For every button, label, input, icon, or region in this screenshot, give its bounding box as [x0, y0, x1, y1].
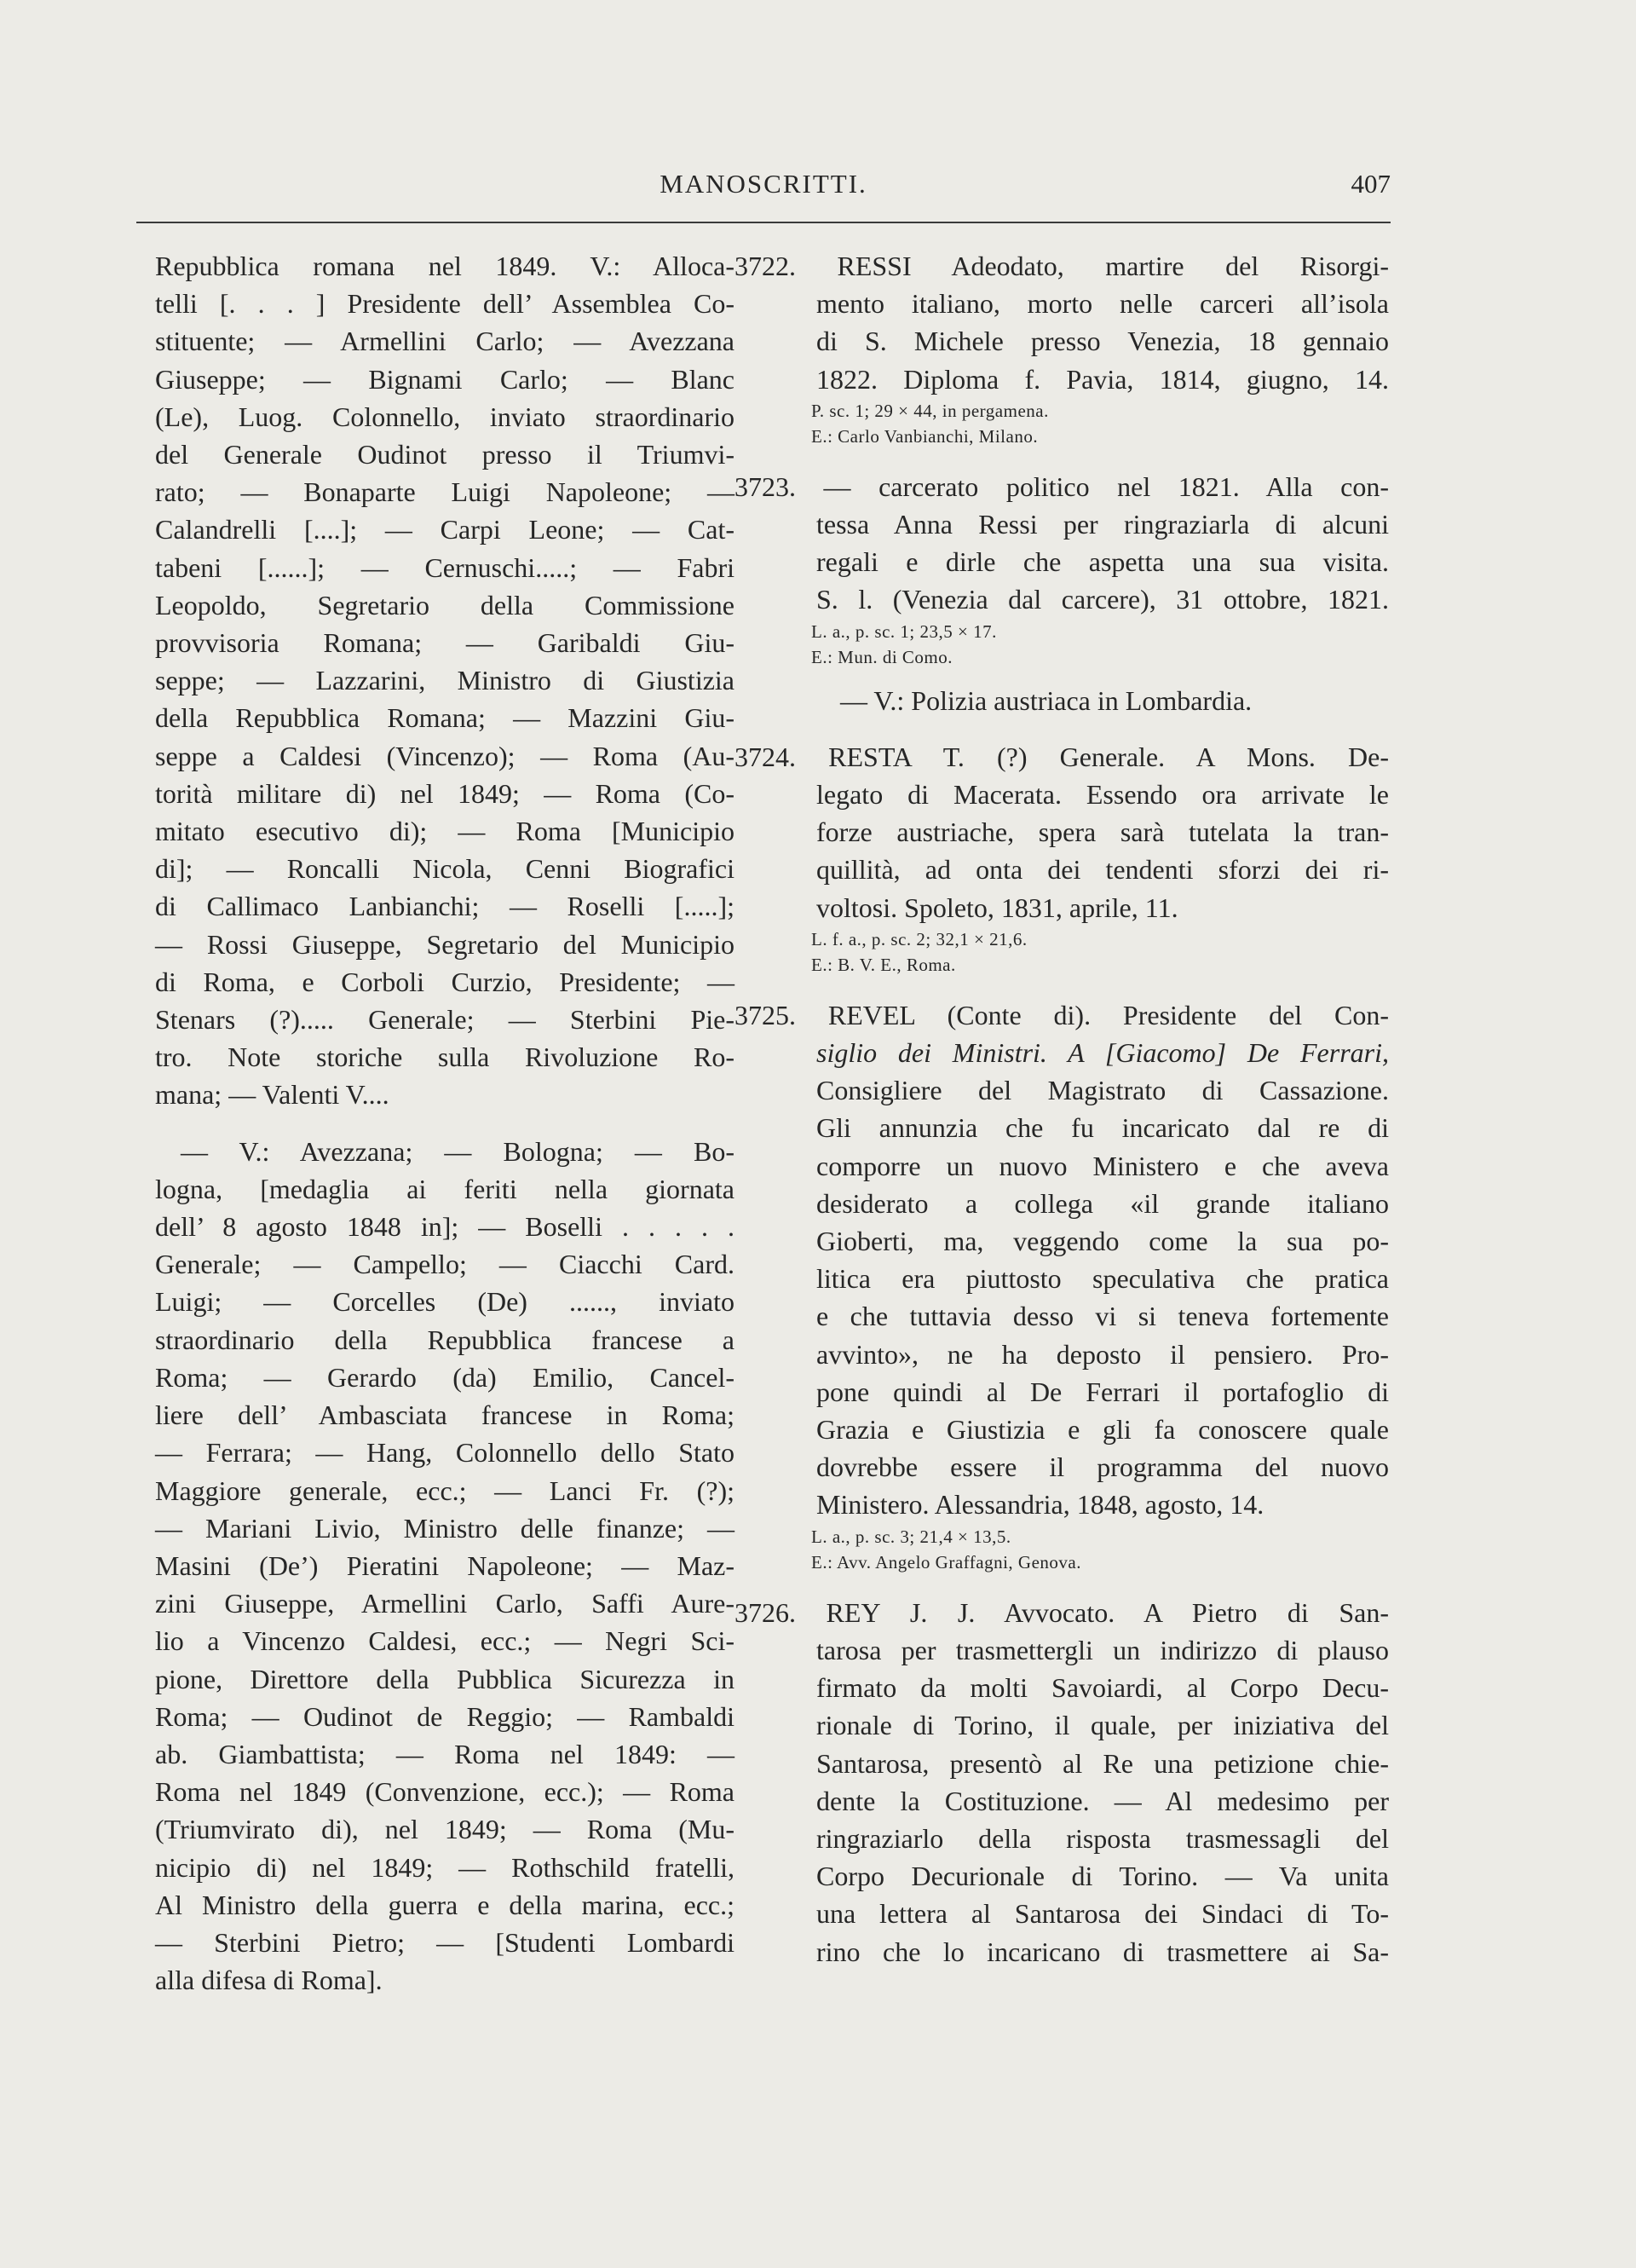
- text-line: Leopoldo, Segretario della Commissione: [155, 589, 734, 620]
- spacer: [155, 1114, 734, 1133]
- text-line: telli [. . . ] Presidente dell’ Assemblea Co-: [155, 288, 734, 320]
- text-line: 3722. RESSI Adeodato, martire del Risorgi-: [734, 251, 1389, 281]
- text-line: del Generale Oudinot presso il Triumvi-: [155, 439, 734, 470]
- text-line: voltosi. Spoleto, 1831, aprile, 11.: [816, 892, 1178, 923]
- text-line: forze austriache, spera sarà tutelata la tran-: [816, 817, 1389, 848]
- text-line: — Rossi Giuseppe, Segretario del Municipio: [155, 928, 734, 960]
- text-line: liere dell’ Ambasciata francese in Roma;: [155, 1399, 734, 1431]
- spacer: [734, 719, 1389, 738]
- text-line: litica era piuttosto speculativa che pratica: [816, 1263, 1389, 1295]
- text-line: — Ferrara; — Hang, Colonnello dello Stato: [155, 1437, 734, 1469]
- text-line: — Sterbini Pietro; — [Studenti Lombardi: [155, 1926, 734, 1958]
- text-line: dovrebbe essere il programma del nuovo: [816, 1451, 1389, 1483]
- text-line: (Le), Luog. Colonnello, inviato straordinario: [155, 401, 734, 432]
- see-also-block: [155, 1133, 734, 1170]
- text-line: Roma nel 1849 (Convenzione, ecc.); — Roma: [155, 1776, 734, 1808]
- format-note: L. f. a., p. sc. 2; 32,1 × 21,6.: [811, 928, 1028, 949]
- text-line: (Triumvirato di), nel 1849; — Roma (Mu-: [155, 1814, 734, 1845]
- text-line: Grazia e Giustizia e gli fa conoscere quale: [816, 1414, 1389, 1446]
- catalog-entry-3724: [734, 738, 1389, 978]
- text-line: — V.: Avezzana; — Bologna; — Bo-: [181, 1135, 734, 1167]
- entry-metadata: [734, 1524, 1389, 1575]
- text-line: pone quindi al De Ferrari il portafoglio di: [816, 1376, 1389, 1407]
- text-line: alla difesa di Roma].: [155, 1965, 383, 1996]
- spacer: [734, 1575, 1389, 1594]
- text-line: regali e dirle che aspetta una sua visita.: [816, 546, 1389, 578]
- text-line: seppe a Caldesi (Vincenzo); — Roma (Au-: [155, 740, 734, 771]
- text-line: Santarosa, presentò al Re una petizione chie-: [816, 1747, 1389, 1779]
- text-line: S. l. (Venezia dal carcere), 31 ottobre, 1821.: [816, 584, 1389, 615]
- format-note: L. a., p. sc. 3; 21,4 × 13,5.: [811, 1526, 1011, 1547]
- owner-note: E.: Mun. di Como.: [811, 646, 953, 667]
- text-line: — Mariani Livio, Ministro delle finanze; —: [155, 1512, 734, 1544]
- text-line: tarosa per trasmettergli un indirizzo di plauso: [816, 1634, 1389, 1665]
- see-also-line: — V.: Polizia austriaca in Lombardia.: [840, 684, 1253, 716]
- page-header: [136, 169, 1391, 211]
- see-also-continuation: [155, 1170, 734, 1999]
- text-line: mitato esecutivo di); — Roma [Municipio: [155, 816, 734, 847]
- continued-entry: [155, 247, 734, 1114]
- owner-note: E.: Carlo Vanbianchi, Milano.: [811, 425, 1039, 447]
- text-line: Roma; — Oudinot de Reggio; — Rambaldi: [155, 1700, 734, 1732]
- text-line: lio a Vincenzo Caldesi, ecc.; — Negri Sci-: [155, 1625, 734, 1657]
- text-line: Consigliere del Magistrato di Cassazione.: [816, 1075, 1389, 1106]
- text-line: rino che lo incaricano di trasmettere ai Sa-: [816, 1936, 1389, 1967]
- text-line: Generale; — Campello; — Ciacchi Card.: [155, 1249, 734, 1280]
- text-line: dell’ 8 agosto 1848 in]; — Boselli . . . . .: [155, 1211, 734, 1243]
- text-line: nicipio di) nel 1849; — Rothschild fratelli,: [155, 1851, 734, 1883]
- text-line: 3724. RESTA T. (?) Generale. A Mons. De-: [734, 741, 1389, 772]
- text-line: Calandrelli [....]; — Carpi Leone; — Cat-: [155, 514, 734, 545]
- text-line: siglio dei Ministri. A [Giacomo] De Ferrari,: [816, 1037, 1389, 1069]
- text-line: della Repubblica Romana; — Mazzini Giu-: [155, 702, 734, 734]
- spacer: [734, 449, 1389, 468]
- text-line: straordinario della Repubblica francese a: [155, 1324, 734, 1355]
- text-line: una lettera al Santarosa dei Sindaci di To-: [816, 1898, 1389, 1930]
- text-line: Repubblica romana nel 1849. V.: Alloca-: [155, 251, 734, 281]
- text-line: rato; — Bonaparte Luigi Napoleone; —: [155, 476, 734, 508]
- text-line: 3725. REVEL (Conte di). Presidente del Con-: [734, 999, 1389, 1030]
- text-line: di]; — Roncalli Nicola, Cenni Biografici: [155, 853, 734, 885]
- text-line: torità militare di) nel 1849; — Roma (Co-: [155, 777, 734, 809]
- text-line: tabeni [......]; — Cernuschi.....; — Fabri: [155, 551, 734, 583]
- text-line: seppe; — Lazzarini, Ministro di Giustizia: [155, 665, 734, 696]
- text-line: 3726. REY J. J. Avvocato. A Pietro di San-: [734, 1596, 1389, 1628]
- text-line: mana; — Valenti V....: [155, 1079, 389, 1111]
- format-note: L. a., p. sc. 1; 23,5 × 17.: [811, 620, 997, 642]
- text-line: tro. Note storiche sulla Rivoluzione Ro-: [155, 1042, 734, 1073]
- text-line: comporre un nuovo Ministero e che aveva: [816, 1150, 1389, 1181]
- running-title: MANOSCRITTI.: [660, 169, 867, 199]
- catalog-entry-3723: [734, 468, 1389, 719]
- spacer: [734, 670, 1389, 682]
- text-line: Luigi; — Corcelles (De) ......, inviato: [155, 1286, 734, 1318]
- entry-metadata: [734, 926, 1389, 978]
- text-line: stituente; — Armellini Carlo; — Avezzana: [155, 326, 734, 357]
- spacer: [734, 978, 1389, 996]
- entry-metadata: [734, 619, 1389, 670]
- text-line: Gli annunzia che fu incaricato dal re di: [816, 1112, 1389, 1144]
- text-line: Stenars (?)..... Generale; — Sterbini Pie-: [155, 1004, 734, 1036]
- text-line: Masini (De’) Pieratini Napoleone; — Maz-: [155, 1550, 734, 1581]
- text-line: quillità, ad onta dei tendenti sforzi dei ri-: [816, 854, 1389, 886]
- owner-note: E.: Avv. Angelo Graffagni, Genova.: [811, 1551, 1081, 1573]
- catalog-entry-3726: [734, 1594, 1389, 1971]
- owner-note: E.: B. V. E., Roma.: [811, 954, 956, 975]
- text-line: Gioberti, ma, veggendo come la sua po-: [816, 1226, 1389, 1257]
- right-column: [734, 247, 1389, 1971]
- catalog-entry-3725: [734, 996, 1389, 1575]
- text-line: dente la Costituzione. — Al medesimo per: [816, 1785, 1389, 1816]
- left-column: [155, 247, 734, 1999]
- text-line: Giuseppe; — Bignami Carlo; — Blanc: [155, 363, 734, 395]
- text-line: di S. Michele presso Venezia, 18 gennaio: [816, 326, 1389, 357]
- text-line: provvisoria Romana; — Garibaldi Giu-: [155, 627, 734, 659]
- text-line: firmato da molti Savoiardi, al Corpo Decu-: [816, 1672, 1389, 1704]
- text-line: ab. Giambattista; — Roma nel 1849: —: [155, 1738, 734, 1769]
- format-note: P. sc. 1; 29 × 44, in pergamena.: [811, 400, 1049, 421]
- text-line: 1822. Diploma f. Pavia, 1814, giugno, 14.: [816, 363, 1389, 395]
- text-line: di Roma, e Corboli Curzio, Presidente; —: [155, 966, 734, 997]
- text-line: Ministero. Alessandria, 1848, agosto, 14.: [816, 1489, 1264, 1521]
- text-line: Roma; — Gerardo (da) Emilio, Cancel-: [155, 1361, 734, 1393]
- text-line: avvinto», ne ha deposto il pensiero. Pro-: [816, 1338, 1389, 1370]
- page-number: 407: [1351, 169, 1391, 199]
- text-line: ringraziarlo della risposta trasmessagli del: [816, 1822, 1389, 1854]
- catalog-entry-3722: [734, 247, 1389, 449]
- text-line: desiderato a collega «il grande italiano: [816, 1187, 1389, 1219]
- text-line: zini Giuseppe, Armellini Carlo, Saffi Aure-: [155, 1588, 734, 1619]
- text-line: 3723. — carcerato politico nel 1821. Alla con-: [734, 470, 1389, 502]
- text-line: Maggiore generale, ecc.; — Lanci Fr. (?);: [155, 1474, 734, 1506]
- text-line: mento italiano, morto nelle carceri all’isola: [816, 288, 1389, 320]
- text-line: legato di Macerata. Essendo ora arrivate le: [816, 779, 1389, 811]
- text-line: tessa Anna Ressi per ringraziarla di alcuni: [816, 509, 1389, 540]
- header-rule: [136, 222, 1391, 223]
- text-line: pione, Direttore della Pubblica Sicurezza in: [155, 1663, 734, 1694]
- text-line: e che tuttavia desso vi si teneva fortemente: [816, 1301, 1389, 1332]
- text-line: rionale di Torino, il quale, per iniziativa del: [816, 1710, 1389, 1741]
- text-line: Al Ministro della guerra e della marina, ecc.;: [155, 1889, 734, 1920]
- text-line: di Callimaco Lanbianchi; — Roselli [.....];: [155, 891, 734, 922]
- text-line: Corpo Decurionale di Torino. — Va unita: [816, 1861, 1389, 1892]
- text-line: logna, [medaglia ai feriti nella giornata: [155, 1173, 734, 1204]
- entry-metadata: [734, 398, 1389, 449]
